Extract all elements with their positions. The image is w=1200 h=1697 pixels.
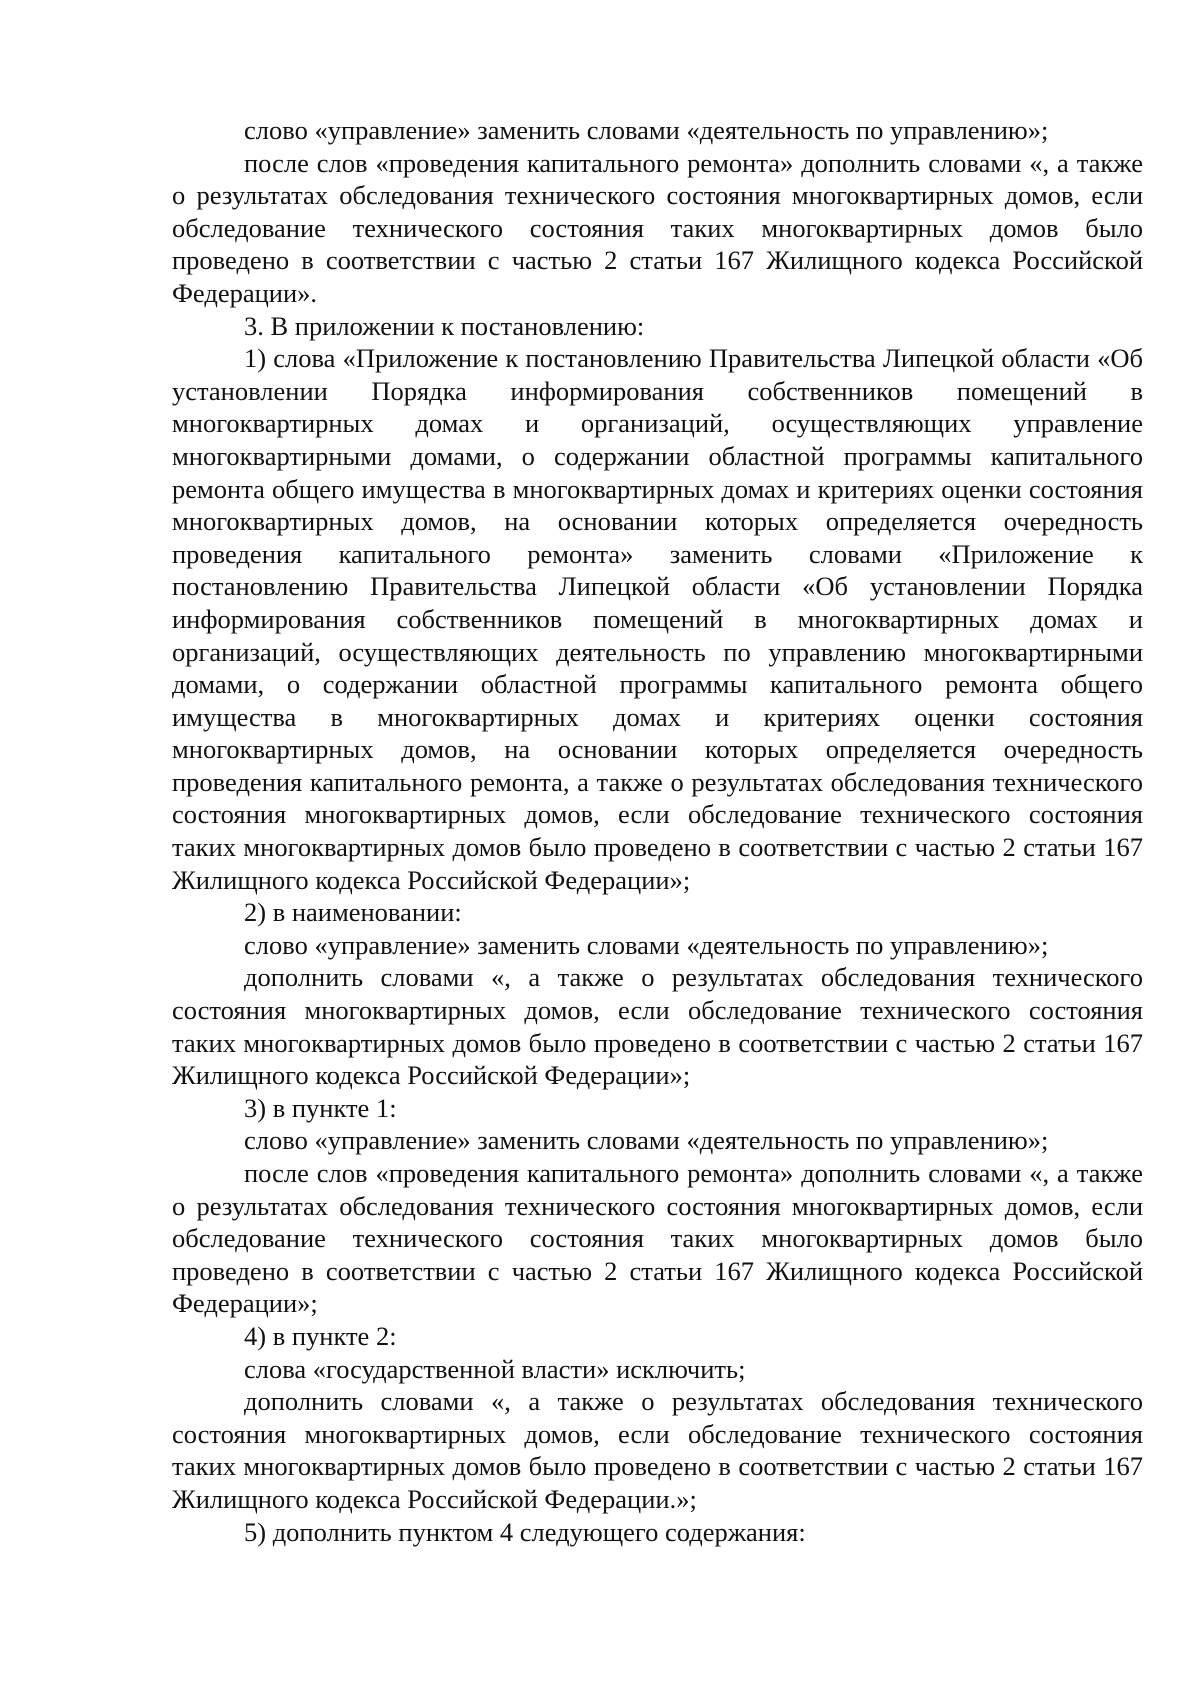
paragraph-item-5-heading: 5) дополнить пунктом 4 следующего содержания: xyxy=(244,1516,806,1547)
paragraph-item-4-heading: 4) в пункте 2: xyxy=(244,1320,397,1351)
paragraph-item-2-replace-word: слово «управление» заменить словами «деятельность по управлению»; xyxy=(244,929,1049,960)
paragraph-item-3-replace-word: слово «управление» заменить словами «деятельность по управлению»; xyxy=(244,1125,1049,1156)
paragraph-item-3-heading: 3) в пункте 1: xyxy=(244,1092,397,1123)
paragraph-add-inspection-results: после слов «проведения капитального ремонта» дополнить словами «, а также о результатах обследования технического состояния многоквартирных домов, если обследование технического состояния таких многоквартирных домов было проведено в соответствии с частью 2 статьи 167 Жилищного кодекса Российской Федерации». xyxy=(172,147,1143,308)
paragraph-replace-management-word: слово «управление» заменить словами «деятельность по управлению»; xyxy=(244,115,1049,145)
paragraph-item-1-replace-title: 1) слова «Приложение к постановлению Правительства Липецкой области «Об установлении Порядка информирования собственников помещений в многоквартирных домах и организаций, осуществляющих управление многоквартирными домами, о содержании областной программы капитального ремонта общего имущества в многоквартирных домах и критериях оценки состояния многоквартирных домов, на основании которых определяется очередность проведения капитального ремонта» заменить словами «Приложение к постановлению Правительства Липецкой области «Об установлении Порядка информирования собственников помещений в многоквартирных домах и организаций, осуществляющих деятельность по управлению многоквартирными домами, о содержании областной программы капитального ремонта общего имущества в многоквартирных домах и критериях оценки состояния многоквартирных домов, на основании которых определяется очередность проведения капитального ремонта, а также о результатах обследования технического состояния многоквартирных домов, если обследование технического состояния таких многоквартирных домов было проведено в соответствии с частью 2 статьи 167 Жилищного кодекса Российской Федерации»; xyxy=(172,343,1143,895)
document-body xyxy=(172,114,1143,1548)
paragraph-item-4-exclude-words: слова «государственной власти» исключить; xyxy=(244,1353,746,1384)
paragraph-item-4-add-words: дополнить словами «, а также о результатах обследования технического состояния многоквартирных домов, если обследование технического состояния таких многоквартирных домов было проведено в соответствии с частью 2 статьи 167 Жилищного кодекса Российской Федерации.»; xyxy=(172,1386,1143,1514)
paragraph-item-3-add-words: после слов «проведения капитального ремонта» дополнить словами «, а также о результатах обследования технического состояния многоквартирных домов, если обследование технического состояния таких многоквартирных домов было проведено в соответствии с частью 2 статьи 167 Жилищного кодекса Российской Федерации»; xyxy=(172,1158,1143,1319)
paragraph-item-2-add-words: дополнить словами «, а также о результатах обследования технического состояния многоквартирных домов, если обследование технического состояния таких многоквартирных домов было проведено в соответствии с частью 2 статьи 167 Жилищного кодекса Российской Федерации»; xyxy=(172,962,1143,1091)
paragraph-section-3-heading: 3. В приложении к постановлению: xyxy=(244,310,645,341)
paragraph-item-2-heading: 2) в наименовании: xyxy=(244,897,462,928)
